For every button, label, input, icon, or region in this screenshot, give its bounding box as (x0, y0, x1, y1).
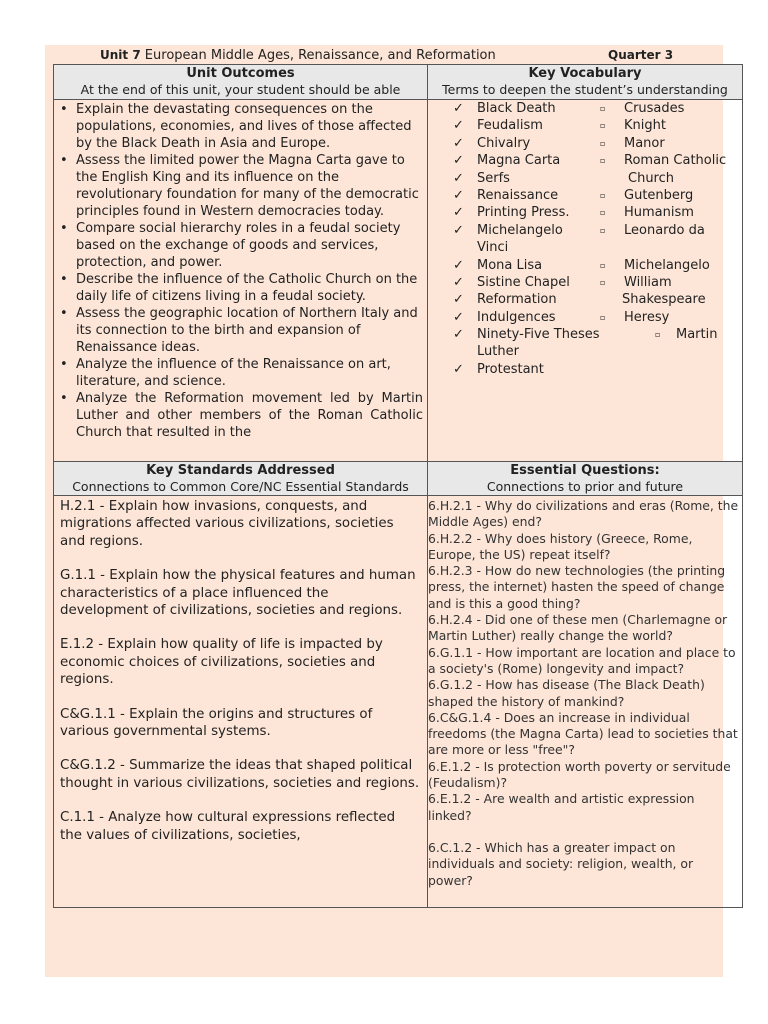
vocabulary-term: Michelangelo (477, 222, 563, 238)
checkmark-icon: ✓ (453, 309, 464, 325)
outcome-item: • Describe the influence of the Catholic Church on the daily life of citizens living in a feudal society. (58, 271, 423, 305)
square-bullet-icon: ▫ (600, 277, 606, 287)
vocabulary-row (428, 361, 742, 378)
vocabulary-term: Feudalism (477, 118, 543, 134)
vocabulary-row (428, 274, 742, 291)
standard-item: H.2.1 - Explain how invasions, conquests, and migrations affected various civilizations, societies and regions. (60, 499, 394, 549)
vocabulary-row (428, 117, 742, 134)
outcome-item: • Explain the devastating consequences on the populations, economies, and lives of those affected by the Black Death in Asia and Europe. (58, 101, 423, 152)
unit-title (100, 47, 496, 64)
outcome-item: • Analyze the Reformation movement led by Martin Luther and other members of the Roman Catholic Church that resulted in the (58, 390, 423, 441)
question-item: 6.E.1.2 - Is protection worth poverty or servitude (Feudalism)? (428, 758, 731, 791)
checkmark-icon: ✓ (453, 135, 464, 151)
square-bullet-icon: ▫ (600, 121, 606, 131)
vocabulary-term: Sistine Chapel (477, 274, 570, 290)
checkmark-icon: ✓ (453, 361, 464, 377)
outcomes-list (54, 100, 427, 461)
vocabulary-row (428, 257, 742, 274)
question-item: 6.G.1.1 - How important are location and place to a society's (Rome) longevity and impact? (428, 644, 736, 676)
square-bullet-icon: ▫ (600, 138, 606, 148)
vocabulary-row (428, 204, 742, 221)
vocabulary-term: Michelangelo (624, 257, 710, 273)
unit-name: European Middle Ages, Renaissance, and Reformation (140, 48, 496, 63)
vocabulary-term: Magna Carta (477, 153, 561, 169)
vocabulary-term: Black Death (477, 101, 556, 116)
checkmark-icon: ✓ (453, 257, 464, 273)
outcome-item: • Assess the geographic location of Northern Italy and its connection to the birth and expansion of Renaissance ideas. (58, 305, 423, 356)
vocabulary-term: Indulgences (477, 309, 556, 325)
question-item: 6.H.2.4 - Did one of these men (Charlemagne or Martin Luther) really change the world? (428, 612, 728, 644)
vocabulary-term: Gutenberg (624, 187, 694, 203)
vocabulary-term: Reformation (477, 292, 557, 308)
vocabulary-term: Crusades (624, 101, 685, 116)
square-bullet-icon: ▫ (655, 330, 661, 340)
outcome-item: • Analyze the influence of the Renaissance on art, literature, and science. (58, 356, 423, 390)
outcomes-subtitle: At the end of this unit, your student should be able (80, 82, 401, 97)
standard-item: C&G.1.2 - Summarize the ideas that shaped political thought in various civilizations, societies and regions. (60, 758, 420, 791)
unit-label: Unit 7 (100, 48, 141, 62)
vocabulary-row (428, 170, 742, 187)
vocabulary-subtitle: Terms to deepen the student’s understanding (442, 82, 728, 97)
checkmark-icon: ✓ (453, 101, 464, 116)
outcome-item: • Compare social hierarchy roles in a feudal society based on the exchange of goods and services, protection, and power. (58, 220, 423, 271)
planning-table (53, 64, 743, 908)
checkmark-icon: ✓ (453, 187, 464, 203)
outcomes-header (54, 65, 427, 99)
vocabulary-header (428, 65, 742, 99)
square-bullet-icon: ▫ (600, 312, 606, 322)
vocabulary-row (428, 343, 742, 360)
standard-item: C&G.1.1 - Explain the origins and structures of various governmental systems. (60, 706, 373, 740)
questions-list (428, 496, 742, 907)
vocabulary-title: Key Vocabulary (528, 66, 642, 81)
vocabulary-term: Renaissance (477, 187, 559, 203)
vocabulary-term: Protestant (477, 361, 544, 377)
vocabulary-row (428, 187, 742, 204)
questions-header (428, 462, 742, 495)
spacer (428, 824, 741, 840)
questions-title: Essential Questions: (510, 463, 660, 478)
vocabulary-row (428, 135, 742, 152)
vocabulary-term: William (624, 274, 672, 290)
question-item: 6.H.2.3 - How do new technologies (the printing press, the internet) hasten the speed of change and is this a good thing? (428, 563, 726, 611)
standards-title: Key Standards Addressed (146, 463, 335, 478)
vocabulary-term: Printing Press. (477, 205, 570, 221)
vocabulary-row (428, 239, 742, 256)
checkmark-icon: ✓ (453, 222, 464, 238)
vocabulary-term: Vinci (477, 240, 509, 256)
vocabulary-row (428, 291, 742, 308)
question-item: 6.C&G.1.4 - Does an increase in individual freedoms (the Magna Carta) lead to societies that are more or less "free"? (428, 709, 738, 758)
checkmark-icon: ✓ (453, 327, 464, 343)
vocabulary-row (428, 100, 742, 117)
vocabulary-term: Roman Catholic (624, 153, 727, 169)
vocabulary-term: Serfs (477, 170, 510, 186)
square-bullet-icon: ▫ (600, 104, 606, 113)
unit-header (45, 47, 723, 64)
checkmark-icon: ✓ (453, 205, 464, 221)
vocabulary-term: Humanism (624, 205, 694, 221)
vocabulary-term: Manor (624, 135, 665, 151)
standard-item: C.1.1 - Analyze how cultural expressions reflected the values of civilizations, societies, (60, 810, 396, 843)
square-bullet-icon: ▫ (600, 190, 606, 200)
outcome-item: • Assess the limited power the Magna Carta gave to the English King and its influence on the revolutionary foundation for many of the democratic principles found in Western democracies today. (58, 152, 423, 220)
square-bullet-icon: ▫ (600, 208, 606, 218)
vocabulary-term: Ninety-Five Theses (477, 327, 600, 343)
standards-list (54, 496, 427, 907)
checkmark-icon: ✓ (453, 292, 464, 308)
question-item: 6.H.2.2 - Why does history (Greece, Rome, Europe, the US) repeat itself? (428, 530, 693, 562)
outcomes-title: Unit Outcomes (186, 66, 295, 81)
vocabulary-term: Church (628, 170, 675, 186)
quarter-label: Quarter 3 (608, 48, 674, 62)
standard-item: E.1.2 - Explain how quality of life is impacted by economic choices of civilizations, societies and regions. (60, 637, 383, 688)
vocabulary-term: Leonardo da (624, 222, 705, 238)
standards-subtitle: Connections to Common Core/NC Essential Standards (72, 479, 409, 494)
square-bullet-icon: ▫ (600, 156, 606, 166)
vocabulary-term: Knight (624, 118, 666, 134)
standards-header (54, 462, 427, 495)
vocabulary-row (428, 222, 742, 239)
square-bullet-icon: ▫ (600, 260, 606, 270)
vocabulary-term: Heresy (624, 309, 670, 325)
vocabulary-term: Chivalry (477, 135, 531, 151)
vocabulary-term: Martin (676, 327, 718, 343)
question-item: 6.G.1.2 - How has disease (The Black Death) shaped the history of mankind? (428, 677, 705, 709)
vocabulary-term: Shakespeare (622, 292, 706, 308)
checkmark-icon: ✓ (453, 170, 464, 186)
vocabulary-term: Mona Lisa (477, 257, 543, 273)
vocabulary-list (428, 100, 742, 461)
questions-subtitle: Connections to prior and future (486, 479, 684, 494)
question-item: 6.H.2.1 - Why do civilizations and eras (Rome, the Middle Ages) end? (428, 498, 739, 530)
checkmark-icon: ✓ (453, 274, 464, 290)
question-item: 6.C.1.2 - Which has a greater impact on individuals and society: religion, wealth, or power? (428, 839, 694, 888)
question-item: 6.E.1.2 - Are wealth and artistic expression linked? (428, 791, 695, 823)
vocabulary-row (428, 309, 742, 326)
checkmark-icon: ✓ (453, 118, 464, 134)
vocabulary-term: Luther (477, 344, 519, 360)
vocabulary-row (428, 326, 742, 343)
checkmark-icon: ✓ (453, 153, 464, 169)
standard-item: G.1.1 - Explain how the physical features and human characteristics of a place influenced the development of civilizations, societies and regions. (60, 568, 416, 619)
square-bullet-icon: ▫ (600, 225, 606, 235)
vocabulary-row (428, 152, 742, 169)
